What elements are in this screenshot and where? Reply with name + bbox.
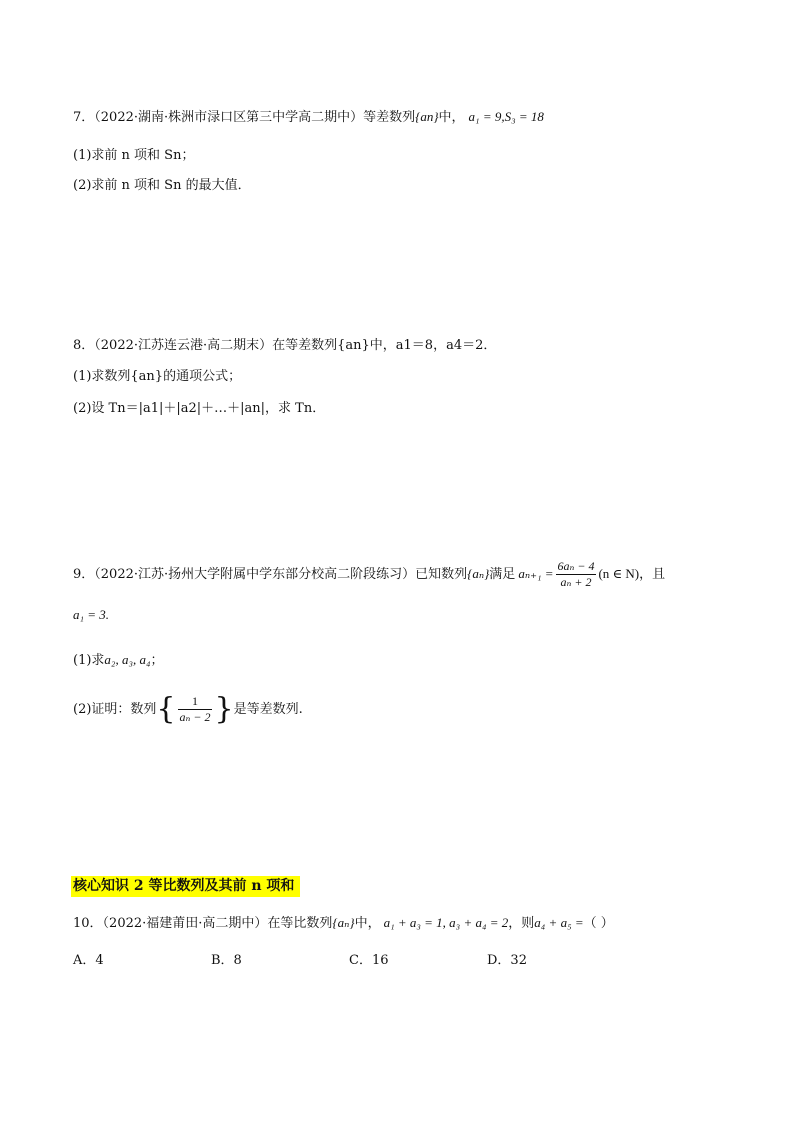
- question-suffix: 是等差数列.: [233, 702, 303, 717]
- problem-8-stem: 8．（2022·江苏连云港·高二期末）在等差数列{an}中，a1＝8，a4＝2．: [73, 338, 497, 353]
- problem-9-satisfy: 满足: [489, 567, 516, 582]
- option-d: D．32: [487, 953, 527, 968]
- problem-9-question-2: [73, 690, 303, 730]
- answer-blank: （ ）: [583, 916, 614, 931]
- problem-10-target: a₄ + a₅ =: [534, 915, 584, 930]
- problem-7-source: 7．（2022·湖南·株洲市渌口区第三中学高二期中）等差数列: [73, 110, 416, 125]
- problem-9-recurrence-lhs: aₙ₊₁ =: [518, 566, 554, 581]
- problem-9-domain: (n ∈ N): [598, 566, 640, 581]
- left-brace: {: [156, 691, 176, 727]
- problem-7-sequence: {an}: [415, 109, 439, 124]
- fraction-denominator: aₙ + 2: [560, 575, 592, 589]
- section-heading: 核心知识 2 等比数列及其前 n 项和: [71, 876, 300, 897]
- fraction-denominator: aₙ − 2: [179, 710, 211, 724]
- fraction-numerator: 1: [178, 694, 213, 710]
- problem-10-ask: ，则: [508, 916, 535, 931]
- option-a: A．4: [73, 953, 104, 968]
- problem-10-stem: [73, 914, 614, 933]
- fraction-numerator: 6aₙ − 4: [557, 559, 595, 573]
- problem-7-condition: a₁ = 9,S₃ = 18: [468, 109, 544, 124]
- question-terms: a₂, a₃, a₄: [104, 652, 151, 667]
- option-b: B．8: [211, 953, 242, 968]
- question-suffix: ；: [150, 653, 164, 668]
- problem-9-sequence: {aₙ}: [467, 566, 490, 581]
- question-prefix: (1)求: [73, 653, 105, 668]
- problem-7-question-2: (2)求前 n 项和 Sn 的最大值．: [73, 178, 251, 193]
- problem-10-source: 10．（2022·福建莆田·高二期中）在等比数列: [73, 916, 333, 931]
- right-brace: }: [214, 691, 234, 727]
- problem-9-initial: a₁ = 3.: [73, 607, 110, 622]
- problem-7-stem: [73, 108, 544, 127]
- problem-10-mid: 中，: [354, 916, 381, 931]
- problem-9-question-1: [73, 651, 164, 670]
- problem-9-source: 9．（2022·江苏·扬州大学附属中学东部分校高二阶段练习）已知数列: [73, 567, 468, 582]
- proof-fraction: [178, 694, 213, 725]
- question-prefix: (2)证明：数列: [73, 702, 157, 717]
- problem-10-condition: a₁ + a₃ = 1, a₃ + a₄ = 2: [383, 915, 509, 930]
- problem-9-recurrence-fraction: [556, 559, 597, 590]
- problem-7-mid: 中，: [438, 110, 465, 125]
- problem-10-sequence: {aₙ}: [332, 915, 355, 930]
- option-c: C．16: [349, 953, 389, 968]
- problem-9-tail: ，且: [639, 567, 666, 582]
- problem-8-question-2: (2)设 Tn＝|a1|＋|a2|＋…＋|an|，求 Tn．: [73, 401, 326, 416]
- problem-7-question-1: (1)求前 n 项和 Sn；: [73, 148, 195, 163]
- problem-9-stem: [73, 556, 665, 593]
- problem-8-question-1: (1)求数列{an}的通项公式；: [73, 369, 242, 384]
